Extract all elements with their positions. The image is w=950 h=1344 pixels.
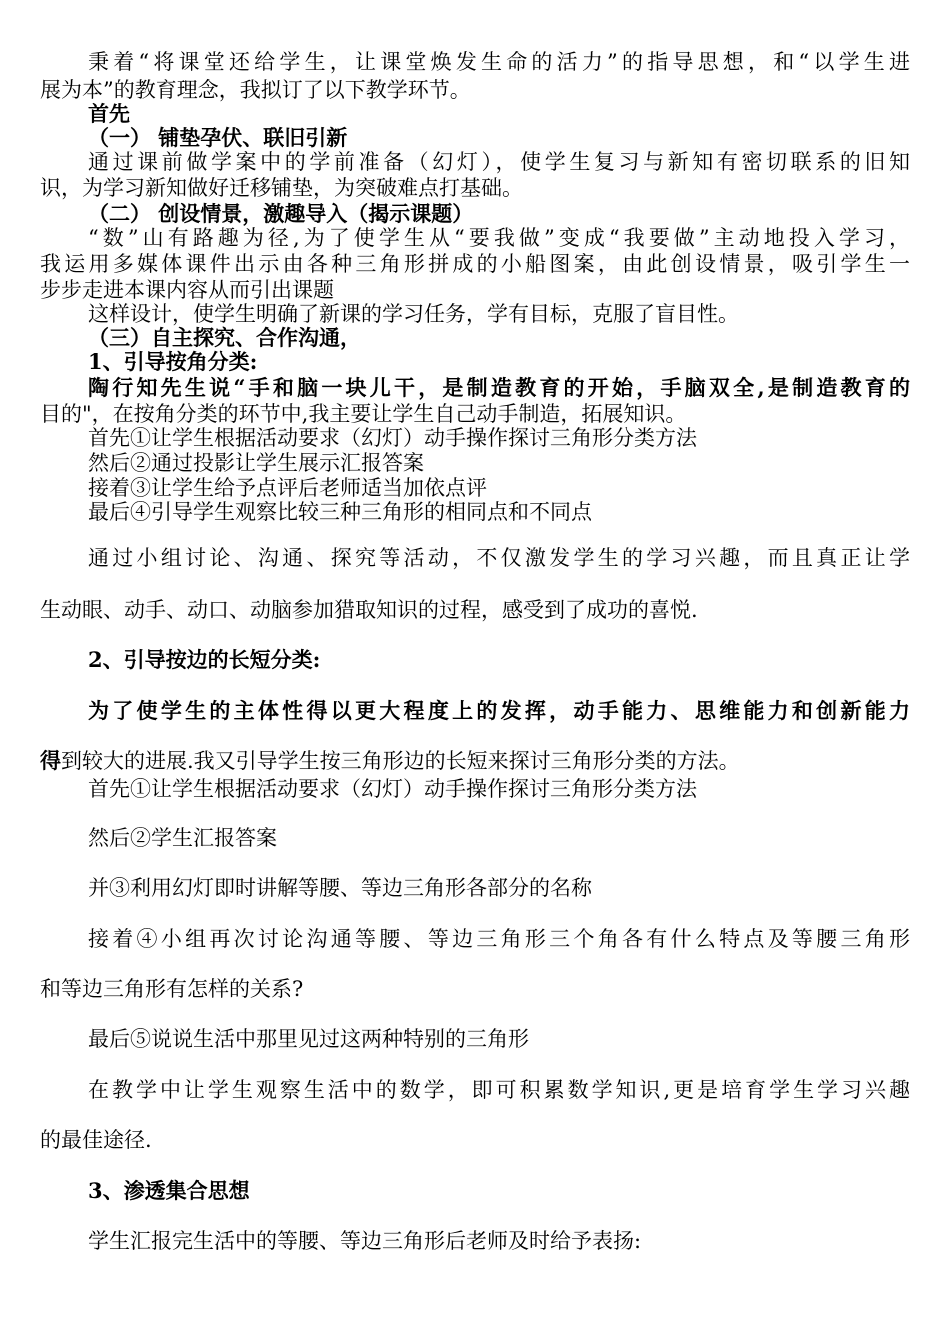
step-3-side: 并③利用幻灯即时讲解等腰、等边三角形各部分的名称 — [88, 876, 592, 900]
heading-section-3: （三）自主探究、合作沟通， — [88, 325, 361, 350]
quote-line-2: 目的"，在按角分类的环节中,我主要让学生自己动手制造，拓展知识。 — [40, 402, 687, 426]
paragraph-life-math-line-2: 的最佳途径. — [40, 1128, 152, 1152]
step-4-side-line-1: 接着④小组再次讨论沟通等腰、等边三角形三个角各有什么特点及等腰三角形 — [88, 927, 910, 951]
heading-subsection-1: 1、引导按角分类: — [88, 349, 258, 374]
paragraph-discussion-line-2: 生动眼、动手、动口、动脑参加猎取知识的过程，感受到了成功的喜悦. — [40, 598, 698, 622]
paragraph-life-math-line-1: 在教学中让学生观察生活中的数学，即可积累数学知识,更是培育学生学习兴趣 — [88, 1078, 910, 1102]
step-4-side-line-2: 和等边三角形有怎样的关系? — [40, 977, 304, 1001]
paragraph-design-note: 这样设计，使学生明确了新课的学习任务，学有目标，克服了盲目性。 — [88, 302, 739, 326]
paragraph-side-bold-char: 得 — [40, 748, 61, 773]
heading-section-1: （一） 铺垫孕伏、联旧引新 — [88, 125, 348, 150]
paragraph-intro-line-1: 秉着“将课堂还给学生，让课堂焕发生命的活力”的指导思想，和“以学生进 — [88, 50, 910, 74]
heading-subsection-3: 3、渗透集合思想 — [88, 1178, 250, 1203]
step-1-angle: 首先①让学生根据活动要求（幻灯）动手操作探讨三角形分类方法 — [88, 426, 697, 450]
quote-line-1: 陶行知先生说“手和脑一块儿干，是制造教育的开始，手脑双全,是制造教育的 — [88, 375, 910, 400]
paragraph-side-line-2 — [40, 749, 740, 773]
heading-section-2: （二） 创设情景，激趣导入（揭示课题） — [88, 201, 474, 226]
paragraph-side-line-2-text: 到较大的进展.我又引导学生按三角形边的长短来探讨三角形分类的方法。 — [61, 749, 740, 773]
paragraph-section-2-line-1: “数”山有路趣为径,为了使学生从“要我做”变成“我要做”主动地投入学习， — [88, 226, 910, 250]
paragraph-side-line-1: 为了使学生的主体性得以更大程度上的发挥，动手能力、思维能力和创新能力 — [88, 698, 910, 723]
step-1-side: 首先①让学生根据活动要求（幻灯）动手操作探讨三角形分类方法 — [88, 777, 697, 801]
step-3-angle: 接着③让学生给予点评后老师适当加依点评 — [88, 476, 487, 500]
step-4-angle: 最后④引导学生观察比较三种三角形的相同点和不同点 — [88, 500, 592, 524]
step-5-side: 最后⑤说说生活中那里见过这两种特别的三角形 — [88, 1027, 529, 1051]
step-2-side: 然后②学生汇报答案 — [88, 826, 277, 850]
paragraph-section-1-line-2: 识，为学习新知做好迁移铺垫，为突破难点打基础。 — [40, 176, 523, 200]
heading-subsection-2: 2、引导按边的长短分类: — [88, 647, 321, 672]
paragraph-section-2-line-3: 步步走进本课内容从而引出课题 — [40, 278, 334, 302]
paragraph-discussion-line-1: 通过小组讨论、沟通、探究等活动，不仅激发学生的学习兴趣，而且真正让学 — [88, 546, 910, 570]
heading-first: 首先 — [88, 101, 130, 126]
step-2-angle: 然后②通过投影让学生展示汇报答案 — [88, 451, 424, 475]
paragraph-intro-line-2: 展为本”的教育理念，我拟订了以下教学环节。 — [40, 78, 471, 102]
paragraph-set-idea: 学生汇报完生活中的等腰、等边三角形后老师及时给予表扬: — [88, 1229, 642, 1253]
paragraph-section-2-line-2: 我运用多媒体课件出示由各种三角形拼成的小船图案，由此创设情景，吸引学生一 — [40, 252, 910, 276]
paragraph-section-1-line-1: 通过课前做学案中的学前准备（幻灯），使学生复习与新知有密切联系的旧知 — [88, 150, 910, 174]
